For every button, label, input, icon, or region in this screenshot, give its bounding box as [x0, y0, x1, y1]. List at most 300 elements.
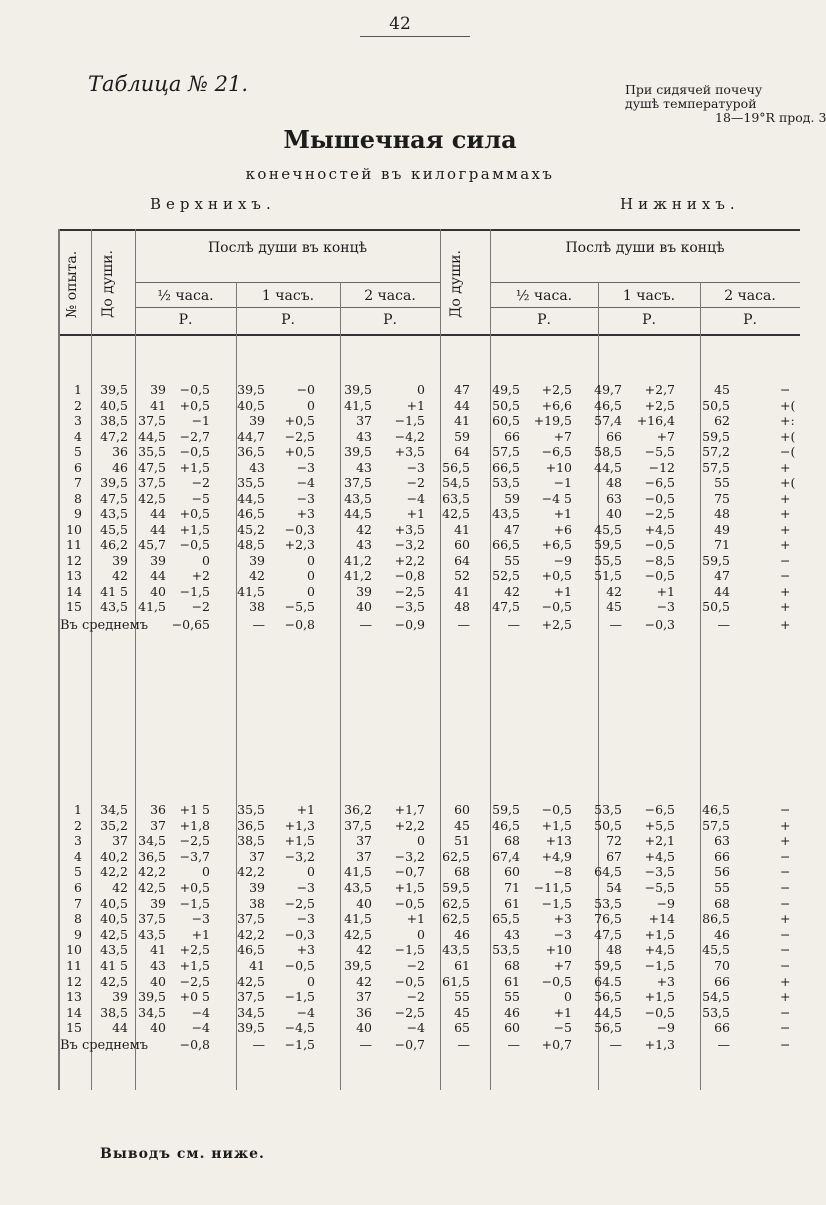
table-cell: +6,6 [541, 397, 572, 413]
table-cell: + [780, 599, 791, 614]
table-column-rule [135, 229, 136, 1090]
table-cell: +4,5 [644, 942, 675, 958]
row-number: 10 [66, 521, 82, 537]
table-cell: 55 [714, 475, 730, 490]
page-number-rule [360, 36, 470, 37]
table-cell: −4 5 [541, 490, 572, 506]
table-cell: −0,5 [541, 973, 572, 989]
table-cell: 46 [454, 926, 470, 942]
table-cell: 62,5 [442, 911, 470, 927]
table-cell: 43,5 [442, 942, 470, 958]
header-before-lower: До души. [448, 250, 464, 318]
row-number: 12 [66, 552, 82, 568]
table-cell: 45 [606, 599, 622, 614]
table-cell: 37 [112, 833, 128, 849]
table-cell: 45,5 [594, 521, 622, 537]
table-cell: 46 [714, 926, 730, 942]
table-cell: 37 [150, 817, 166, 833]
table-cell: 37,5 [237, 911, 265, 927]
table-cell: +1 [296, 802, 315, 817]
table-cell: −3,5 [644, 864, 675, 880]
table-cell: 39,5 [344, 382, 372, 397]
table-cell: 39 [249, 880, 265, 895]
table-cell: +: [780, 413, 795, 428]
table-cell: +2,3 [284, 537, 315, 552]
table-cell: − [780, 895, 791, 911]
table-cell: 39 [249, 552, 265, 568]
table-cell: −( [780, 444, 796, 459]
table-cell: 35,5 [138, 444, 166, 459]
table-cell: −3 [191, 911, 210, 927]
table-cell: − [780, 1020, 791, 1036]
table-cell: 64 [454, 444, 470, 459]
table-cell: 45 [454, 817, 470, 833]
table-cell: 53,5 [702, 1004, 730, 1020]
table-cell: −3 [296, 490, 315, 506]
table-cell: − [780, 552, 791, 568]
table-cell: 71 [714, 537, 730, 552]
table-cell: +14 [648, 911, 675, 927]
table-cell: −0,5 [644, 537, 675, 552]
table-cell: 45,5 [100, 521, 128, 537]
table-cell: +5,5 [644, 817, 675, 833]
row-number: 2 [74, 397, 82, 413]
table-cell: 37 [356, 833, 372, 849]
table-cell: +1 5 [179, 802, 210, 817]
row-number: 2 [74, 817, 82, 833]
table-cell: −2,5 [284, 428, 315, 444]
table-cell: 66 [504, 428, 520, 444]
table-cell: 53,5 [594, 802, 622, 817]
table-cell: 44,5 [344, 506, 372, 521]
table-cell: 35,5 [237, 802, 265, 817]
table-cell: +1 [553, 506, 572, 521]
table-cell: 0 [307, 568, 315, 583]
table-cell: −0,5 [179, 537, 210, 552]
table-cell: +1,5 [644, 989, 675, 1005]
table-column-rule [58, 229, 60, 1090]
table-cell: 46,2 [100, 537, 128, 552]
table-cell: 42,2 [237, 864, 265, 880]
table-cell: 43 [356, 537, 372, 552]
table-cell: − [780, 958, 791, 973]
table-cell: −2,5 [179, 833, 210, 849]
average-cell: — [457, 617, 470, 632]
table-cell: 35,5 [237, 475, 265, 490]
table-cell: +2,5 [541, 382, 572, 397]
table-cell: +1,5 [284, 833, 315, 849]
table-cell: +2 [191, 568, 210, 583]
row-number: 11 [66, 958, 82, 973]
table-cell: 59,5 [702, 552, 730, 568]
table-cell: 40,5 [237, 397, 265, 413]
table-cell: 0 [202, 864, 210, 880]
table-rule [58, 334, 800, 336]
page-number: 42 [389, 14, 411, 34]
table-cell: 64 [454, 552, 470, 568]
header-r: Р. [178, 312, 193, 328]
table-cell: 46,5 [492, 817, 520, 833]
table-cell: 0 [417, 833, 425, 849]
table-cell: 46,5 [237, 942, 265, 958]
table-cell: 57,5 [492, 444, 520, 459]
table-cell: −1,5 [394, 942, 425, 958]
table-cell: 55 [454, 989, 470, 1005]
table-cell: 54,5 [442, 475, 470, 490]
table-cell: 48 [606, 942, 622, 958]
table-cell: 51,5 [594, 568, 622, 583]
table-cell: 62,5 [442, 895, 470, 911]
row-number: 1 [74, 802, 82, 817]
table-cell: −3 [296, 880, 315, 895]
table-cell: 0 [307, 397, 315, 413]
row-number: 5 [74, 444, 82, 459]
table-cell: +1,7 [394, 802, 425, 817]
row-number: 11 [66, 537, 82, 552]
table-cell: 42,5 [442, 506, 470, 521]
table-cell: 53,5 [492, 942, 520, 958]
table-cell: +3 [296, 506, 315, 521]
table-cell: + [780, 459, 791, 475]
table-cell: −0,3 [284, 521, 315, 537]
table-cell: 46,5 [702, 802, 730, 817]
average-cell: — [609, 1037, 622, 1052]
table-cell: 40,5 [100, 895, 128, 911]
table-cell: 46 [112, 459, 128, 475]
table-cell: 65,5 [492, 911, 520, 927]
table-cell: −0,3 [284, 926, 315, 942]
row-number: 15 [66, 1020, 82, 1036]
table-cell: 44,5 [138, 428, 166, 444]
table-cell: −5,5 [644, 444, 675, 459]
table-cell: −0,5 [644, 490, 675, 506]
row-number: 6 [74, 880, 82, 895]
table-cell: 61 [504, 895, 520, 911]
table-cell: 43,5 [100, 942, 128, 958]
table-cell: 41,5 [344, 864, 372, 880]
table-cell: +1 [553, 1004, 572, 1020]
table-cell: −3,2 [284, 848, 315, 864]
table-cell: 54,5 [702, 989, 730, 1005]
table-cell: 62,5 [442, 848, 470, 864]
table-cell: + [780, 911, 791, 927]
table-cell: 56,5 [594, 1020, 622, 1036]
table-cell: 45,7 [138, 537, 166, 552]
table-cell: − [780, 942, 791, 958]
table-cell: 41,5 [344, 911, 372, 927]
average-cell: +0,7 [541, 1037, 572, 1052]
table-cell: +3 [656, 973, 675, 989]
table-cell: +1,5 [179, 521, 210, 537]
table-cell: −4 [296, 1004, 315, 1020]
table-cell: 38,5 [237, 833, 265, 849]
table-cell: 39 [249, 413, 265, 428]
table-cell: −3,2 [394, 537, 425, 552]
table-cell: −5,5 [644, 880, 675, 895]
row-number: 12 [66, 973, 82, 989]
table-cell: 0 [307, 583, 315, 599]
table-cell: 60 [454, 537, 470, 552]
table-cell: +7 [553, 958, 572, 973]
table-cell: 60 [454, 802, 470, 817]
table-cell: 37,5 [344, 817, 372, 833]
table-cell: 55 [504, 552, 520, 568]
table-cell: +0,5 [179, 880, 210, 895]
table-cell: + [780, 537, 791, 552]
table-cell: − [780, 864, 791, 880]
table-cell: 39,5 [237, 1020, 265, 1036]
table-cell: 60 [504, 1020, 520, 1036]
table-cell: 41 [150, 397, 166, 413]
table-cell: 42 [356, 942, 372, 958]
table-cell: 39 [112, 552, 128, 568]
table-cell: 39,5 [344, 444, 372, 459]
table-cell: 43 [504, 926, 520, 942]
table-cell: 41,5 [237, 583, 265, 599]
table-cell: −1 [191, 413, 210, 428]
table-cell: −2,5 [394, 1004, 425, 1020]
table-cell: +7 [656, 428, 675, 444]
table-cell: −0,5 [179, 444, 210, 459]
table-cell: 63 [714, 833, 730, 849]
table-cell: 37,5 [237, 989, 265, 1005]
table-cell: −0 [296, 382, 315, 397]
table-cell: 41,2 [344, 552, 372, 568]
row-number: 3 [74, 413, 82, 428]
side-note [625, 82, 826, 125]
side-note-line: 18—19°R прод. 3 [715, 110, 826, 125]
table-cell: 51 [454, 833, 470, 849]
table-cell: 41,5 [138, 599, 166, 614]
table-cell: −5 [553, 1020, 572, 1036]
table-cell: +1,5 [394, 880, 425, 895]
table-cell: −2 [191, 475, 210, 490]
table-cell: +10 [545, 459, 572, 475]
table-cell: 76,5 [594, 911, 622, 927]
table-cell: 45 [454, 1004, 470, 1020]
table-cell: −11,5 [533, 880, 572, 895]
table-cell: 42,5 [138, 490, 166, 506]
table-cell: 39 [150, 895, 166, 911]
table-cell: 42 [356, 521, 372, 537]
table-cell: +1,5 [541, 817, 572, 833]
table-cell: 70 [714, 958, 730, 973]
table-cell: 66 [714, 973, 730, 989]
table-cell: −9 [656, 895, 675, 911]
table-cell: −1,5 [394, 413, 425, 428]
table-cell: +2,2 [394, 552, 425, 568]
table-cell: 41 5 [100, 958, 128, 973]
table-cell: − [780, 848, 791, 864]
table-cell: 59,5 [492, 802, 520, 817]
table-cell: 75 [714, 490, 730, 506]
table-cell: 44 [454, 397, 470, 413]
table-rule [490, 282, 800, 283]
table-cell: 44,7 [237, 428, 265, 444]
table-cell: +2,5 [179, 942, 210, 958]
footer-note: Выводъ см. ниже. [100, 1146, 265, 1162]
header-half-hour-upper: ½ часа. [157, 288, 214, 304]
table-cell: −2,7 [179, 428, 210, 444]
table-cell: +3 [553, 911, 572, 927]
table-cell: 45 [714, 382, 730, 397]
table-label: Таблица № 21. [88, 72, 249, 96]
side-note-line: При сидячей почечу [625, 82, 763, 97]
table-cell: 0 [307, 552, 315, 568]
table-cell: 42,5 [138, 880, 166, 895]
table-cell: 35,2 [100, 817, 128, 833]
table-cell: 40,5 [100, 397, 128, 413]
average-cell: +1,3 [644, 1037, 675, 1052]
table-rule [135, 282, 440, 283]
table-cell: −2 [406, 958, 425, 973]
table-cell: +2,2 [394, 817, 425, 833]
table-cell: 39,5 [237, 382, 265, 397]
side-note-line: душѣ температурой [625, 96, 757, 111]
table-rule [490, 307, 800, 308]
table-cell: 65 [454, 1020, 470, 1036]
table-cell: +16,4 [636, 413, 675, 428]
table-cell: 45,5 [702, 942, 730, 958]
table-cell: 34,5 [138, 1004, 166, 1020]
table-cell: 72 [606, 833, 622, 849]
table-cell: +( [780, 428, 796, 444]
average-cell: −0,9 [394, 617, 425, 632]
table-cell: −5,5 [284, 599, 315, 614]
table-cell: + [780, 583, 791, 599]
table-cell: 39,5 [100, 475, 128, 490]
table-cell: −2,5 [179, 973, 210, 989]
table-cell: −2,5 [644, 506, 675, 521]
row-number: 10 [66, 942, 82, 958]
table-cell: 38,5 [100, 413, 128, 428]
table-cell: 37,5 [138, 413, 166, 428]
row-number: 9 [74, 926, 82, 942]
table-cell: 37 [249, 848, 265, 864]
table-cell: 42,5 [100, 926, 128, 942]
table-cell: −1,5 [644, 958, 675, 973]
table-cell: − [780, 880, 791, 895]
table-cell: 47 [454, 382, 470, 397]
table-cell: 66 [714, 1020, 730, 1036]
table-cell: +1 [406, 506, 425, 521]
table-cell: − [780, 926, 791, 942]
table-cell: 40 [150, 973, 166, 989]
table-cell: 66 [714, 848, 730, 864]
table-cell: − [780, 802, 791, 817]
header-r: Р. [743, 312, 757, 328]
row-number: 4 [74, 428, 82, 444]
subtitle: конечностей въ килограммахъ [245, 165, 555, 183]
average-cell: — [252, 617, 265, 632]
table-cell: 57,4 [594, 413, 622, 428]
table-cell: +( [780, 397, 796, 413]
table-cell: 49,5 [492, 382, 520, 397]
header-r: Р. [281, 312, 295, 328]
average-label: Въ среднемъ [60, 1038, 148, 1053]
row-number: 14 [66, 1004, 82, 1020]
table-cell: 44 [150, 506, 166, 521]
table-cell: 52,5 [492, 568, 520, 583]
table-cell: 53,5 [594, 895, 622, 911]
table-cell: −2 [191, 599, 210, 614]
table-column-rule [490, 229, 491, 1090]
table-cell: − [780, 382, 791, 397]
table-cell: −4,5 [284, 1020, 315, 1036]
table-cell: 36,5 [237, 817, 265, 833]
table-cell: +2,5 [644, 397, 675, 413]
row-number: 8 [74, 911, 82, 927]
table-cell: −1,5 [179, 583, 210, 599]
table-cell: 48 [454, 599, 470, 614]
table-cell: 43 [150, 958, 166, 973]
table-cell: 59,5 [594, 537, 622, 552]
table-cell: −1,5 [541, 895, 572, 911]
table-cell: 41 [454, 583, 470, 599]
table-cell: 56,5 [442, 459, 470, 475]
header-r: Р. [383, 312, 397, 328]
table-cell: −1,5 [179, 895, 210, 911]
row-number: 7 [74, 475, 82, 490]
table-cell: + [780, 989, 791, 1005]
table-cell: 42 [356, 973, 372, 989]
table-cell: 43,5 [138, 926, 166, 942]
table-cell: −2,5 [394, 583, 425, 599]
table-cell: +6 [553, 521, 572, 537]
table-cell: −4 [191, 1004, 210, 1020]
table-cell: 47,5 [594, 926, 622, 942]
table-cell: 50,5 [702, 599, 730, 614]
table-cell: +3,5 [394, 521, 425, 537]
lower-limbs-label: Нижнихъ. [620, 195, 740, 213]
table-cell: −8,5 [644, 552, 675, 568]
table-cell: 39,5 [344, 958, 372, 973]
table-cell: −0,8 [394, 568, 425, 583]
table-cell: 44,5 [237, 490, 265, 506]
table-cell: 41,2 [344, 568, 372, 583]
main-title: Мышечная сила [283, 125, 517, 154]
table-cell: 64.5 [594, 973, 622, 989]
table-cell: − [780, 568, 791, 583]
upper-limbs-label: Верхнихъ. [150, 195, 276, 213]
table-cell: 36,5 [237, 444, 265, 459]
table-cell: −4 [406, 490, 425, 506]
table-cell: −1,5 [284, 989, 315, 1005]
table-cell: −0,5 [644, 1004, 675, 1020]
table-cell: 86,5 [702, 911, 730, 927]
average-cell: — [457, 1037, 470, 1052]
header-one-hour-upper: 1 часъ. [261, 288, 315, 304]
average-label: Въ среднемъ [60, 618, 148, 633]
table-cell: 37 [356, 413, 372, 428]
table-cell: −4 [406, 1020, 425, 1036]
table-cell: 60 [504, 864, 520, 880]
row-number: 14 [66, 583, 82, 599]
table-cell: +10 [545, 942, 572, 958]
table-cell: 40 [150, 583, 166, 599]
table-cell: 42 [112, 568, 128, 583]
table-cell: 41 5 [100, 583, 128, 599]
table-cell: 45,2 [237, 521, 265, 537]
table-cell: 47,2 [100, 428, 128, 444]
table-cell: − [780, 1004, 791, 1020]
table-cell: −1 [553, 475, 572, 490]
table-cell: 34,5 [138, 833, 166, 849]
table-cell: 66 [606, 428, 622, 444]
average-cell: — [507, 1037, 520, 1052]
table-cell: −0,5 [541, 802, 572, 817]
table-cell: 57,2 [702, 444, 730, 459]
